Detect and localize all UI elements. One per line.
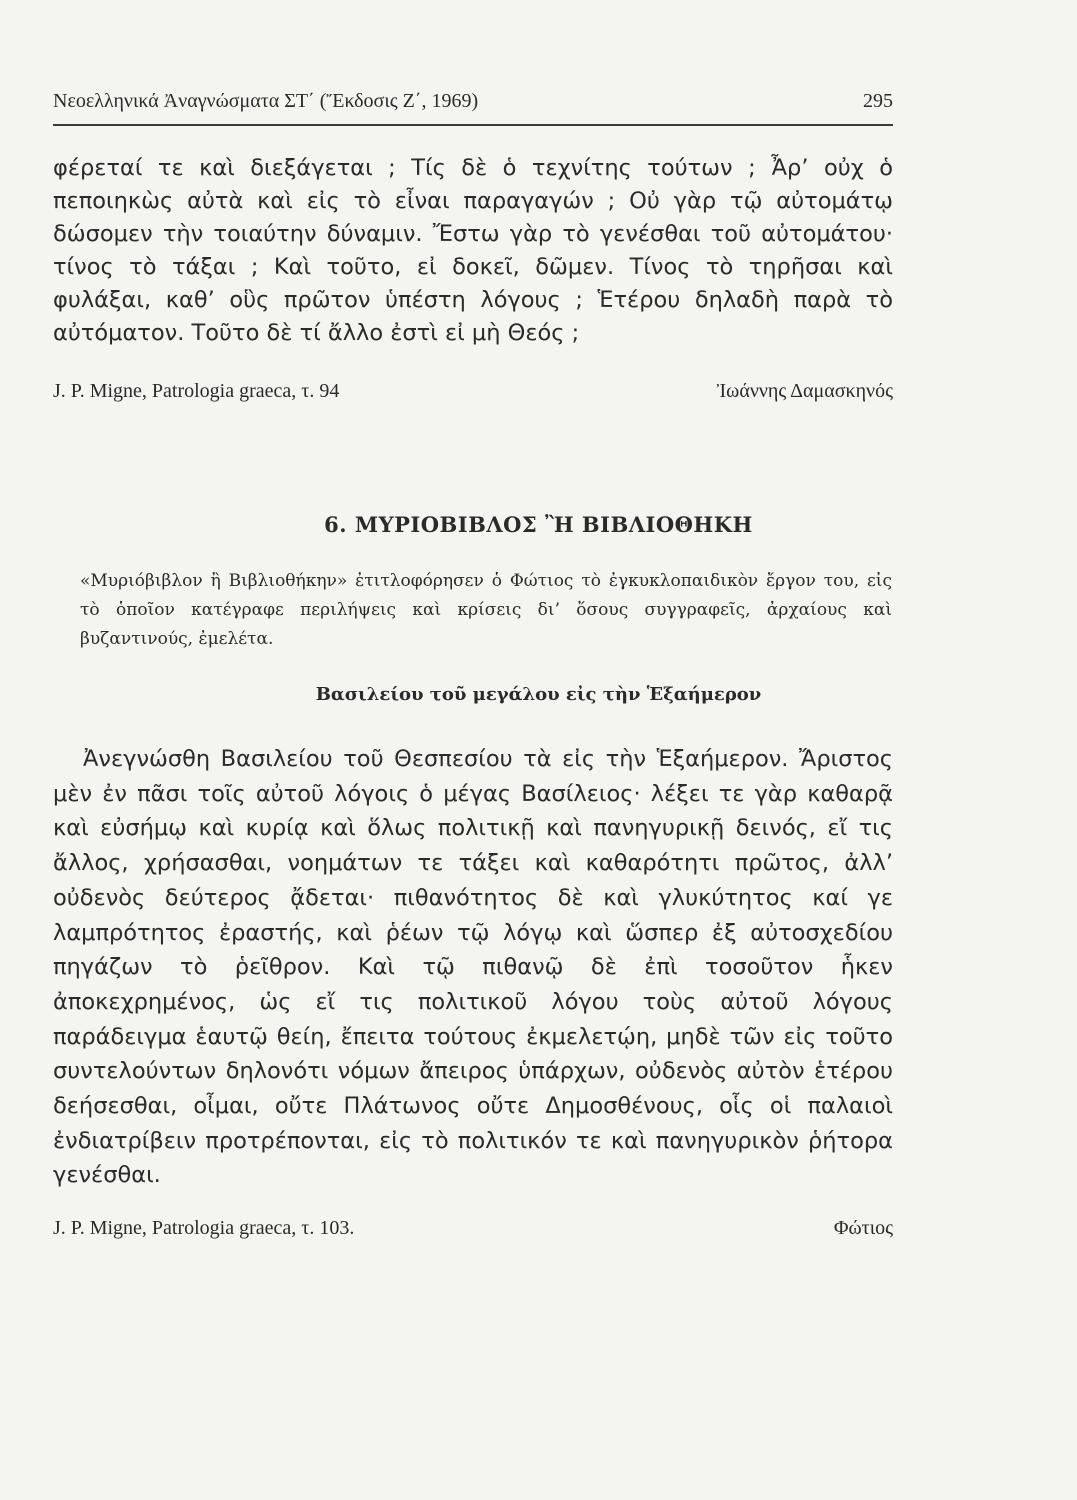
section-intro: «Μυριόβιβλον ἢ Βιβλιοθήκην» ἐτιτλοφόρησεν ὁ Φώτιος τὸ ἐγκυκλοπαιδικὸν ἔργον του, εἰς τὸ ὁποῖον κατέγραφε περιλήψεις καὶ κρίσεις δι’ ὅσους συγγραφεῖς, ἀρχαίους καὶ βυζαντινούς, ἐμελέτα. (80, 571, 892, 649)
passage-damascene: φέρεταί τε καὶ διεξάγεται ; Τίς δὲ ὁ τεχνίτης τούτων ; Ἆρ’ οὐχ ὁ πεποιηκὼς αὐτὰ καὶ εἰς τὸ εἶναι παραγαγών ; Οὐ γὰρ τῷ αὐτομάτῳ δώσομεν τὴν τοιαύτην δύναμιν. Ἔστω γὰρ τὸ γενέσθαι τοῦ αὐτομάτου· τίνος τὸ τάξαι ; Καὶ τοῦτο, εἰ δοκεῖ, δῶμεν. Τίνος τὸ τηρῆσαι καὶ φυλάξαι, καθ’ οὓς πρῶτον ὑπέστη λόγους ; Ἑτέρου δηλαδὴ παρὰ τὸ αὐτόματον. Τοῦτο δὲ τί ἄλλο ἐστὶ εἰ μὴ Θεός ; (53, 155, 893, 346)
section-heading: 6. ΜΥΡΙΟΒΙΒΛΟΣ Ἢ ΒΙΒΛΙΟΘΗΚΗ (324, 512, 753, 537)
citation-damascene (53, 380, 893, 406)
section-subheading: Βασιλείου τοῦ μεγάλου εἰς τὴν Ἑξαήμερον (315, 684, 762, 705)
header-rule (53, 124, 893, 126)
passage-photius: Ἀνεγνώσθη Βασιλείου τοῦ Θεσπεσίου τὰ εἰς τὴν Ἑξαήμερον. Ἄριστος μὲν ἐν πᾶσι τοῖς αὐτοῦ λόγοις ὁ μέγας Βασίλειος· λέξει τε γὰρ καθαρᾷ καὶ εὐσήμῳ καὶ κυρίᾳ καὶ ὅλως πολιτικῇ καὶ πανηγυρικῇ δεινός, εἴ τις ἄλλος, χρήσασθαι, νοημάτων τε τάξει καὶ καθαρότητι πρῶτος, ἀλλ’ οὐδενὸς δεύτερος ᾄδεται· πιθανότητος δὲ καὶ γλυκύτητος καί γε λαμπρότητος ἐραστής, καὶ ῥέων τῷ λόγῳ καὶ ὥσπερ ἐξ αὐτοσχεδίου πηγάζων τὸ ῥεῖθρον. Καὶ τῷ πιθανῷ δὲ ἐπὶ τοσοῦτον ἧκεν ἀποκεχρημένος, ὡς εἴ τις πολιτικοῦ λόγου τοὺς αὐτοῦ λόγους παράδειγμα ἑαυτῷ θείη, ἔπειτα τούτους ἐκμελετῴη, μηδὲ τῶν εἰς τοῦτο συντελούντων δηλονότι νόμων ἄπειρος ὑπάρχων, οὐδενὸς αὐτὸν ἑτέρου δεήσεσθαι, οἶμαι, οὔτε Πλάτωνος οὔτε Δημοσθένους, οἷς οἱ παλαιοὶ ἐνδιατρίβειν προτρέπονται, εἰς τὸ πολιτικόν τε καὶ πανηγυρικὸν ῥήτορα γενέσθαι. (53, 746, 893, 1189)
citation-author: Ἰωάννης Δαμασκηνός (716, 380, 893, 402)
page-number: 295 (863, 90, 893, 112)
citation-source: J. P. Migne, Patrologia graeca, τ. 94 (53, 380, 340, 402)
running-title: Νεοελληνικά Ἀναγνώσματα ΣΤ΄ (Ἔκδοσις Ζ΄, 1969) (53, 90, 479, 112)
citation-source: J. P. Migne, Patrologia graeca, τ. 103. (53, 1217, 355, 1239)
citation-author: Φώτιος (833, 1217, 893, 1239)
running-header (53, 90, 893, 120)
citation-photius (53, 1217, 893, 1243)
